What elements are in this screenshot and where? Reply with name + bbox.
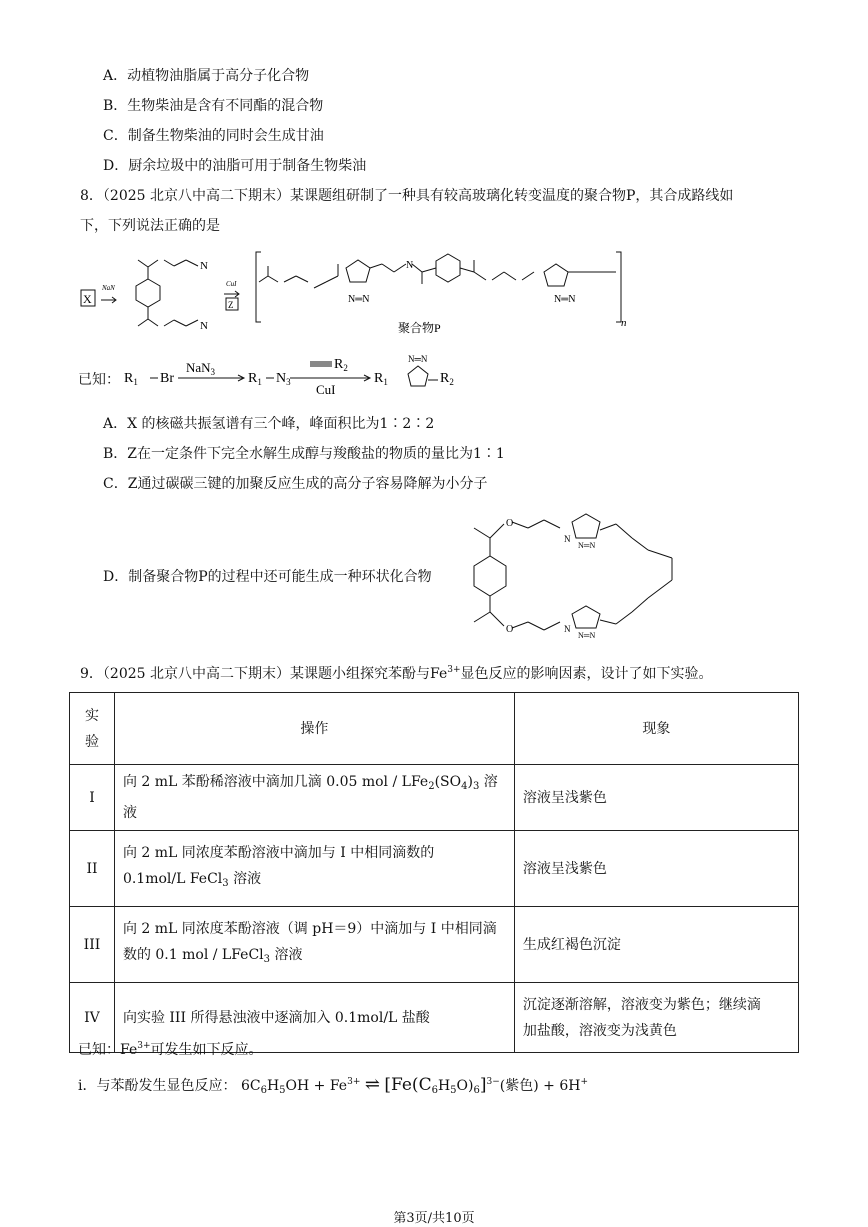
row-op: 向 2 mL 苯酚稀溶液中滴加几滴 0.05 mol / $LFe_2(SO_4)_3$ 溶液	[114, 765, 514, 831]
reagent-cui: CuI	[226, 280, 237, 288]
ring-o-2: O	[506, 624, 514, 635]
question-8-stem-cont: 下，下列说法正确的是	[80, 218, 220, 234]
option-c: C．制备生物柴油的同时会生成甘油	[103, 128, 324, 144]
triazole-n-1: N	[406, 260, 414, 271]
question-8-stem: 8．（2025 北京八中高二下期末）某课题组研制了一种具有较高玻璃化转变温度的聚合物P，其合成路线如	[80, 188, 734, 204]
polymer-p-label: 聚合物P	[398, 321, 441, 335]
row-num: I	[70, 765, 115, 831]
triazole-label-2: N═N	[554, 294, 576, 305]
row-phen: 溶液呈浅紫色	[514, 831, 798, 907]
triazole-label-1: N═N	[348, 294, 370, 305]
row-num: II	[70, 831, 115, 907]
nan3-reagent: NaN$_3$	[186, 360, 216, 377]
triazole-nn: N═N	[408, 354, 428, 364]
table-header-row	[70, 693, 799, 765]
ring-n-2: N	[564, 624, 571, 634]
box-x-label: X	[83, 292, 92, 306]
table-row	[70, 831, 799, 907]
row-phen: 沉淀逐渐溶解，溶液变为紫色；继续滴 加盐酸，溶液变为浅黄色	[514, 983, 798, 1053]
r1-label: $R_1$	[124, 371, 138, 387]
row-phen: 生成红褐色沉淀	[514, 907, 798, 983]
cui-catalyst: CuI	[316, 382, 336, 397]
known-reaction	[120, 350, 480, 398]
page-footer: 第3页/共10页	[393, 1211, 475, 1226]
experiment-table	[69, 692, 799, 1053]
row-op: 向 2 mL 同浓度苯酚溶液中滴加与 I 中相同滴数的 0.1mol/L FeCl$_3$ 溶液	[114, 831, 514, 907]
repeat-n-label: n	[621, 317, 627, 329]
box-z-label: Z	[228, 300, 234, 310]
n3-top: N	[200, 260, 208, 272]
row-op: 向 2 mL 同浓度苯酚溶液（调 pH＝9）中滴加与 I 中相同滴 数的 0.1 mol / LFeCl$_3$ 溶液	[114, 907, 514, 983]
r1-n3-product: $R_1$	[248, 371, 262, 387]
option-a: A．动植物油脂属于高分子化合物	[103, 68, 310, 84]
equation-i: i．与苯酚发生显色反应： $6C_6H_5OH + Fe^{3+}$ ⇌ $[Fe(C_6H_5O)_6]^{3-}$(紫色) + 6H+	[78, 1074, 589, 1096]
known-label: 已知：	[78, 372, 120, 388]
cyclic-compound-structure	[460, 502, 690, 648]
row-num: III	[70, 907, 115, 983]
option-b: B．生物柴油是含有不同酯的混合物	[103, 98, 324, 114]
option-d: D．厨余垃圾中的油脂可用于制备生物柴油	[103, 158, 367, 174]
row-phen: 溶液呈浅紫色	[514, 765, 798, 831]
r2-triazole: $R_2$	[440, 371, 454, 387]
header-op: 操作	[114, 693, 514, 765]
ring-nn-1: N═N	[578, 541, 596, 550]
synthesis-scheme	[76, 242, 636, 342]
ring-o-1: O	[506, 518, 514, 529]
ring-nn-2: N═N	[578, 631, 596, 640]
reagent-nan3: NaN	[102, 284, 115, 292]
q8-option-b: B．Z在一定条件下完全水解生成醇与羧酸盐的物质的量比为1∶1	[103, 446, 505, 462]
q8-option-d: D．制备聚合物P的过程中还可能生成一种环状化合物	[103, 569, 432, 585]
ring-n-1: N	[564, 534, 571, 544]
row-op: 向实验 III 所得悬浊液中逐滴加入 0.1mol/L 盐酸	[114, 983, 514, 1053]
q8-option-a: A．X 的核磁共振氢谱有三个峰，峰面积比为1∶2∶2	[103, 416, 435, 432]
table-row	[70, 907, 799, 983]
q8-option-c: C．Z通过碳碳三键的加聚反应生成的高分子容易降解为小分子	[103, 476, 488, 492]
r2-alkyne: $R_2$	[334, 357, 348, 373]
header-phen: 现象	[514, 693, 798, 765]
header-num: 实 验	[70, 693, 115, 765]
question-9-stem: 9．（2025 北京八中高二下期末）某课题小组探究苯酚与$Fe^{3+}$显色反应的影响因素，设计了如下实验。	[80, 665, 713, 682]
n3-bottom: N	[200, 320, 208, 332]
known-fe-line: 已知：$Fe^{3+}$可发生如下反应。	[78, 1041, 263, 1058]
n3-group: $N_3$	[276, 371, 291, 387]
br-label: Br	[160, 371, 174, 386]
r1-triazole: $R_1$	[374, 371, 388, 387]
row-num: IV	[70, 983, 115, 1053]
table-row	[70, 765, 799, 831]
